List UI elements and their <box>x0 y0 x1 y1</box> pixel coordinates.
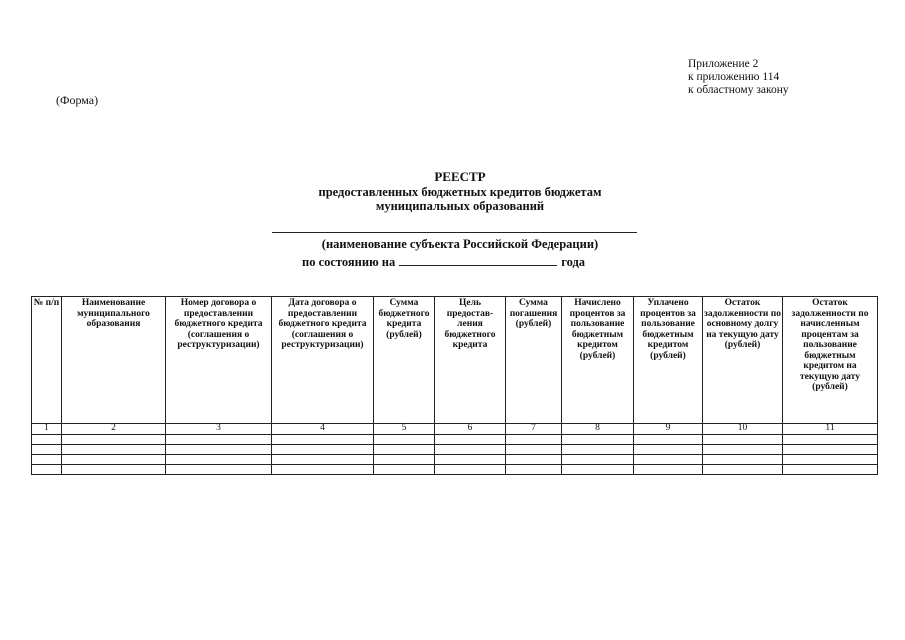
table-cell <box>166 455 272 465</box>
table-cell <box>272 465 374 475</box>
table-cell <box>783 435 878 445</box>
table-cell <box>166 465 272 475</box>
table-cell <box>166 445 272 455</box>
column-number-row <box>32 424 878 435</box>
header-cell: Остаток задолженности по начисленным процентам за пользование бюджетным кредитом на текущую дату (рублей) <box>783 297 878 424</box>
column-number: 7 <box>506 424 562 435</box>
form-label: (Форма) <box>56 93 99 107</box>
table-cell <box>374 455 435 465</box>
column-number: 1 <box>32 424 62 435</box>
table-cell <box>62 445 166 455</box>
table-cell <box>374 435 435 445</box>
table-cell <box>506 455 562 465</box>
table-cell <box>435 455 506 465</box>
table-cell <box>272 445 374 455</box>
table-cell <box>562 435 634 445</box>
table-cell <box>62 435 166 445</box>
table-cell <box>506 445 562 455</box>
appendix-line-2: к приложению 114 <box>688 71 780 83</box>
table-cell <box>32 465 62 475</box>
header-cell: Сумма бюджетного кредита (рублей) <box>374 297 435 424</box>
table-cell <box>634 445 703 455</box>
table-cell <box>272 455 374 465</box>
table-cell <box>562 465 634 475</box>
subject-name-blank <box>272 232 637 233</box>
column-number: 6 <box>435 424 506 435</box>
header-cell: Начислено процентов за пользование бюджетным кредитом (рублей) <box>562 297 634 424</box>
column-number: 2 <box>62 424 166 435</box>
table-cell <box>634 435 703 445</box>
table-cell <box>634 455 703 465</box>
table-cell <box>272 435 374 445</box>
state-prefix: по состоянию на <box>302 255 396 269</box>
title-line-3: муниципальных образований <box>375 199 545 213</box>
table-cell <box>506 465 562 475</box>
table-cell <box>783 445 878 455</box>
column-number: 3 <box>166 424 272 435</box>
header-cell: № п/п <box>32 297 62 424</box>
header-cell: Остаток задолженности по основному долгу на текущую дату (рублей) <box>703 297 783 424</box>
table-cell <box>435 435 506 445</box>
state-date-line <box>302 254 585 270</box>
column-number: 5 <box>374 424 435 435</box>
table-cell <box>562 455 634 465</box>
table-cell <box>703 445 783 455</box>
header-cell: Номер договора о предоставлении бюджетного кредита (соглашения о реструктуризации) <box>166 297 272 424</box>
header-cell: Цель предостав-ления бюджетного кредита <box>435 297 506 424</box>
table-row <box>32 455 878 465</box>
table-cell <box>562 445 634 455</box>
table-cell <box>634 465 703 475</box>
appendix-line-1: Приложение 2 <box>688 58 759 70</box>
title-line-1: РЕЕСТР <box>434 169 486 184</box>
table-cell <box>435 445 506 455</box>
registry-table <box>31 296 878 475</box>
header-cell: Уплачено процентов за пользование бюджетным кредитом (рублей) <box>634 297 703 424</box>
table-cell <box>32 455 62 465</box>
table-cell <box>703 435 783 445</box>
table-cell <box>374 465 435 475</box>
column-number: 4 <box>272 424 374 435</box>
document-title <box>240 170 680 214</box>
table-cell <box>32 445 62 455</box>
table-cell <box>703 465 783 475</box>
table-row <box>32 435 878 445</box>
table-cell <box>783 465 878 475</box>
table-cell <box>62 455 166 465</box>
table-cell <box>703 455 783 465</box>
table-cell <box>506 435 562 445</box>
header-cell: Дата договора о предоставлении бюджетного кредита (соглашения о реструктуризации) <box>272 297 374 424</box>
column-number: 8 <box>562 424 634 435</box>
header-row <box>32 297 878 424</box>
subject-caption: (наименование субъекта Российской Федерации) <box>321 237 599 251</box>
header-cell: Наименование муниципального образования <box>62 297 166 424</box>
table-cell <box>783 455 878 465</box>
title-line-2: предоставленных бюджетных кредитов бюджетам <box>318 184 602 199</box>
appendix-line-3: к областному закону <box>688 84 789 96</box>
date-blank <box>399 254 557 266</box>
table-cell <box>62 465 166 475</box>
table-cell <box>166 435 272 445</box>
state-suffix: года <box>561 255 586 269</box>
table-cell <box>374 445 435 455</box>
column-number: 11 <box>783 424 878 435</box>
table-row <box>32 445 878 455</box>
table-cell <box>32 435 62 445</box>
table-cell <box>435 465 506 475</box>
column-number: 10 <box>703 424 783 435</box>
table-row <box>32 465 878 475</box>
appendix-note <box>688 58 789 97</box>
header-cell: Сумма погашения (рублей) <box>506 297 562 424</box>
column-number: 9 <box>634 424 703 435</box>
